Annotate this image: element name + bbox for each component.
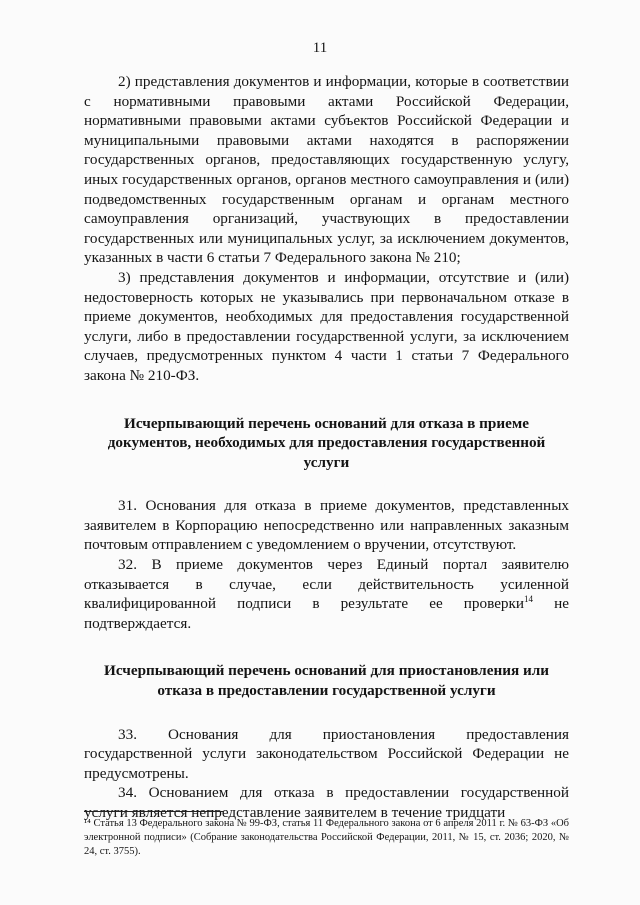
paragraph-32-text: 32. В приеме документов через Единый портал заявителю отказывается в случае, если действительность усиленной квалифицированной подписи в результате ее проверки	[84, 556, 569, 613]
page-number: 11	[312, 40, 328, 56]
paragraph-32-tail: не подтверждается.	[84, 595, 569, 632]
section-heading-refusal-acceptance: Исчерпывающий перечень оснований для отказа в приеме документов, необходимых для предоставления государственной услуги	[107, 414, 546, 471]
paragraph-34: 34. Основанием для отказа в предоставлении государственной услуги является непредставление заявителем в течение тридцати	[84, 784, 569, 821]
document-body	[84, 72, 569, 823]
footnote-reference-14: 14	[524, 594, 534, 605]
footnote-14: ¹⁴ Статья 13 Федерального закона № 99-ФЗ, статья 11 Федерального закона от 6 апреля 2011 г. № 63-ФЗ «Об электронной подписи» (Собрание законодательства Российской Федерации, 2011, № 15, ст. 2036; 2020, № 24, ст. 3755).	[84, 818, 569, 857]
paragraph-item-2: 2) представления документов и информации, которые в соответствии с нормативными правовыми актами Российской Федерации, нормативными правовыми актами субъектов Российской Федерации и муниципальными правовыми актами находятся в распоряжении государственных органов, предоставляющих государственную услугу, иных государственных органов, органов местного самоуправления и (или) подведомственных государственным органам и органам местного самоуправления организаций, участвующих в предоставлении государственных или муниципальных услуг, за исключением документов, указанных в части 6 статьи 7 Федерального закона № 210;	[84, 73, 569, 267]
footnote-divider	[84, 811, 224, 812]
paragraph-31: 31. Основания для отказа в приеме документов, представленных заявителем в Корпорацию непосредственно или направленных заказным почтовым отправлением с уведомлением о вручении, отсутствуют.	[84, 497, 569, 554]
paragraph-item-3: 3) представления документов и информации, отсутствие и (или) недостоверность которых не указывались при первоначальном отказе в приеме документов, необходимых для предоставления государственной услуги, либо в предоставлении государственной услуги, за исключением случаев, предусмотренных пунктом 4 части 1 статьи 7 Федерального закона № 210-ФЗ.	[84, 268, 569, 384]
paragraph-32	[84, 555, 569, 633]
section-heading-suspension-refusal: Исчерпывающий перечень оснований для приостановления или отказа в предоставлении государственной услуги	[104, 662, 549, 700]
paragraph-33: 33. Основания для приостановления предоставления государственной услуги законодательством Российской Федерации не предусмотрены.	[84, 725, 569, 782]
